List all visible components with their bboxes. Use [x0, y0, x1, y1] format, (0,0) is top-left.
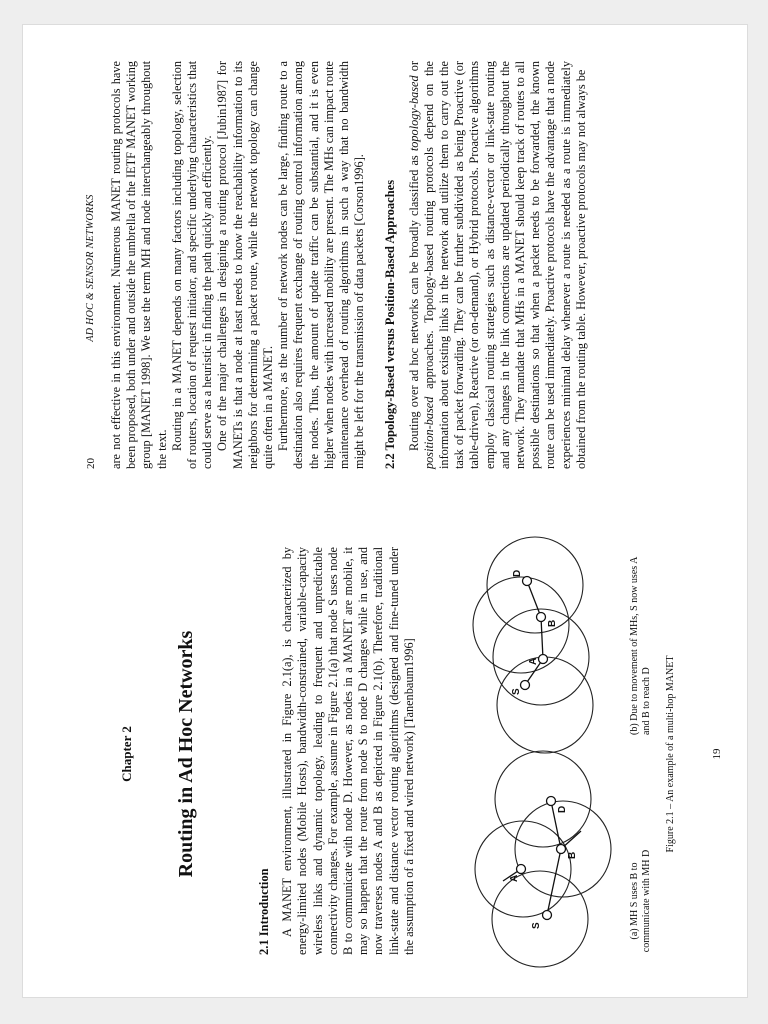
body-text [109, 61, 589, 469]
node-label: A [509, 874, 520, 882]
text-run: or [406, 61, 421, 76]
range-circle [492, 871, 588, 967]
figure-caption-b: (b) Due to movement of MHs, S now uses A and B to reach D [629, 557, 652, 735]
intro-paragraph: A MANET environment, illustrated in Figure 2.1(a), is characterized by energy-limited nodes (Mobile Hosts), bandwidth-constrained, variable-capacity wireless links and dynamic topology, leading to frequent and unpredictable connectivity changes. For example, assume in Figure 2.1(a) that node S uses node B to communicate with node D. However, as nodes in a MANET are mobile, it may so happen that the route from node S to node D changes while in use, and now traverses nodes A and B as depicted in Figure 2.1(b). Therefore, traditional link-state and distance vector routing algorithms (designed and fine-tuned under the assumption of a fixed and wired network) [Tanenbaum1996] [280, 547, 416, 955]
node-label: S [511, 688, 522, 695]
figure-2-1 [445, 531, 627, 977]
page-20 [23, 25, 747, 511]
text-run: approaches. Topology-based routing protocols depend on the information about existing links in the network and utilize them to carry out the task of packet forwarding. They can be further subdivided as being Proactive (or table-driven), Reactive (or on-demand), or Hybrid protocols. Proactive algorithms employ classical routing strategies such as distance-vector or link-state routing and any changes in the link connections are updated periodically throughout the network. They mandate that MHs in a MANET should keep track of routes to all possible destinations so that when a packet needs to be forwarded, the known route can be used immediately. Proactive protocols have the advantage that a node experiences minimal delay whenever a route is needed as a route is immediately obtained from the routing table. However, proactive protocols may not always be [421, 61, 588, 469]
node-label: B [567, 851, 578, 859]
chapter-label: Chapter 2 [119, 726, 134, 782]
running-header: AD HOC & SENSOR NETWORKS [85, 194, 96, 342]
intro-section [245, 547, 417, 955]
node-label: D [512, 569, 523, 577]
section-heading-topology: 2.2 Topology-Based versus Position-Based Approaches [383, 179, 398, 469]
node-label: A [528, 657, 539, 665]
emphasis: topology-based [406, 75, 421, 152]
node-d-icon [523, 577, 532, 586]
link-line [527, 581, 541, 617]
emphasis: position-based [421, 396, 436, 469]
paragraph: Routing in a MANET depends on many factors including topology, selection of routers, location of request initiator, and specific underlying characteristics that could serve as a heuristic in finding the path quickly and efficiently. [169, 61, 215, 469]
page-number: 19 [711, 748, 723, 760]
chapter-title: Routing in Ad Hoc Networks [175, 630, 197, 878]
figure-caption: Figure 2.1 – An example of a multi-hop MANET [665, 655, 676, 853]
node-a-icon [539, 655, 548, 664]
node-b-icon [537, 613, 546, 622]
paragraph: are not effective in this environment. Numerous MANET routing protocols have been proposed, both under and outside the umbrella of the IETF MANET working group [MANET 1998]. We use the term MH and node interchangeably throughout the text. [109, 61, 169, 469]
paragraph: One of the major challenges in designing a routing protocol [Jubin1987] for MANETs is that a node at least needs to know the reachability information to its neighbors for determining a packet route, while the network topology can change quite often in a MANET. [215, 61, 276, 469]
page-number: 20 [85, 458, 97, 469]
paragraph [407, 61, 589, 469]
book-spread [23, 25, 747, 997]
node-s-icon [543, 911, 552, 920]
node-label: S [531, 922, 542, 929]
range-circle [495, 751, 591, 847]
range-circle [487, 537, 583, 633]
section-heading-introduction: 2.1 Introduction [257, 868, 271, 955]
link-line [541, 617, 543, 659]
paragraph: Furthermore, as the number of network nodes can be large, finding route to a destination also requires frequent exchange of routing control information among the nodes. Thus, the amount of update traffic can be substantial, and it is even higher when nodes with increased mobility are present. The MHs can impact route maintenance overhead of routing algorithms in such a way that no bandwidth might be left for the transmission of data packets [Corson1996]. [276, 61, 367, 469]
page-19 [23, 511, 747, 997]
scanned-page [22, 24, 748, 998]
figure-caption-a: (a) MH S uses B to communicate with MH D [629, 849, 652, 953]
node-label: B [547, 619, 558, 627]
text-run: Routing over ad hoc networks can be broadly classified as [406, 151, 421, 451]
node-b-icon [557, 845, 566, 854]
node-label: D [557, 805, 568, 813]
node-d-icon [547, 797, 556, 806]
node-a-icon [517, 865, 526, 874]
